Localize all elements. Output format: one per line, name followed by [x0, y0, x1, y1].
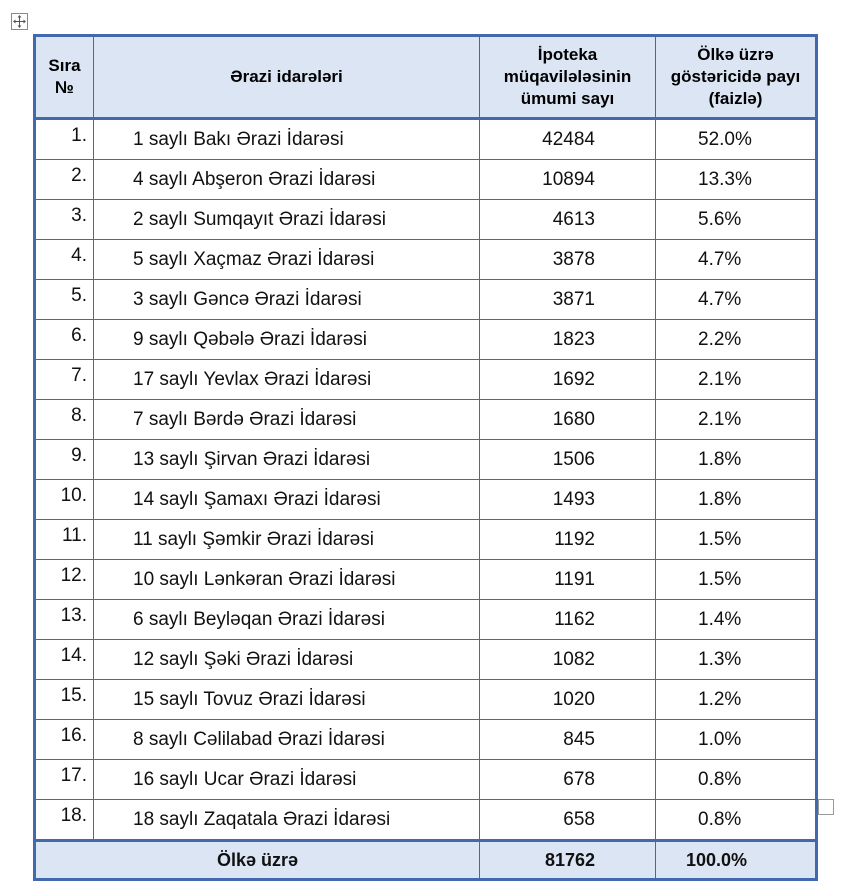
- row-share-percent: 4.7%: [656, 280, 817, 320]
- row-number: 14.: [35, 640, 94, 680]
- table-row: [35, 520, 817, 560]
- row-number: 3.: [35, 200, 94, 240]
- row-office-name: 1 saylı Bakı Ərazi İdarəsi: [94, 119, 480, 160]
- table-row: [35, 360, 817, 400]
- header-num-line1: Sıra: [48, 56, 81, 75]
- row-office-name: 11 saylı Şəmkir Ərazi İdarəsi: [94, 520, 480, 560]
- row-contract-count: 42484: [480, 119, 656, 160]
- row-office-name: 10 saylı Lənkəran Ərazi İdarəsi: [94, 560, 480, 600]
- row-office-name: 5 saylı Xaçmaz Ərazi İdarəsi: [94, 240, 480, 280]
- table-row: [35, 480, 817, 520]
- table-row: [35, 760, 817, 800]
- table-row: [35, 240, 817, 280]
- row-share-percent: 1.2%: [656, 680, 817, 720]
- row-office-name: 6 saylı Beyləqan Ərazi İdarəsi: [94, 600, 480, 640]
- row-number: 15.: [35, 680, 94, 720]
- row-share-percent: 1.0%: [656, 720, 817, 760]
- header-share: [656, 36, 817, 119]
- row-share-percent: 1.3%: [656, 640, 817, 680]
- row-share-percent: 52.0%: [656, 119, 817, 160]
- row-number: 13.: [35, 600, 94, 640]
- row-office-name: 12 saylı Şəki Ərazi İdarəsi: [94, 640, 480, 680]
- header-row: [35, 36, 817, 119]
- row-share-percent: 1.4%: [656, 600, 817, 640]
- row-number: 10.: [35, 480, 94, 520]
- row-number: 2.: [35, 160, 94, 200]
- total-count: 81762: [480, 841, 656, 880]
- row-office-name: 3 saylı Gəncə Ərazi İdarəsi: [94, 280, 480, 320]
- row-number: 6.: [35, 320, 94, 360]
- table-row: [35, 119, 817, 160]
- row-share-percent: 1.8%: [656, 440, 817, 480]
- row-office-name: 8 saylı Cəlilabad Ərazi İdarəsi: [94, 720, 480, 760]
- row-contract-count: 1680: [480, 400, 656, 440]
- row-share-percent: 13.3%: [656, 160, 817, 200]
- table-row: [35, 320, 817, 360]
- row-contract-count: 1823: [480, 320, 656, 360]
- row-office-name: 15 saylı Tovuz Ərazi İdarəsi: [94, 680, 480, 720]
- row-share-percent: 5.6%: [656, 200, 817, 240]
- row-contract-count: 845: [480, 720, 656, 760]
- row-number: 12.: [35, 560, 94, 600]
- table-row: [35, 400, 817, 440]
- row-number: 1.: [35, 119, 94, 160]
- row-office-name: 18 saylı Zaqatala Ərazi İdarəsi: [94, 800, 480, 841]
- row-contract-count: 1192: [480, 520, 656, 560]
- header-num: [35, 36, 94, 119]
- header-count-line1: İpoteka: [537, 45, 598, 64]
- row-office-name: 7 saylı Bərdə Ərazi İdarəsi: [94, 400, 480, 440]
- total-row: [35, 841, 817, 880]
- row-office-name: 13 saylı Şirvan Ərazi İdarəsi: [94, 440, 480, 480]
- row-share-percent: 2.1%: [656, 400, 817, 440]
- row-share-percent: 1.5%: [656, 520, 817, 560]
- table-row: [35, 160, 817, 200]
- row-share-percent: 1.5%: [656, 560, 817, 600]
- row-share-percent: 2.1%: [656, 360, 817, 400]
- header-share-line3: (faizlə): [708, 89, 763, 108]
- row-contract-count: 3871: [480, 280, 656, 320]
- mortgage-table: [33, 34, 818, 881]
- row-share-percent: 2.2%: [656, 320, 817, 360]
- table-row: [35, 800, 817, 841]
- row-contract-count: 1162: [480, 600, 656, 640]
- table-row: [35, 680, 817, 720]
- row-office-name: 4 saylı Abşeron Ərazi İdarəsi: [94, 160, 480, 200]
- row-number: 16.: [35, 720, 94, 760]
- row-number: 5.: [35, 280, 94, 320]
- header-share-line1: Ölkə üzrə: [697, 45, 774, 64]
- row-contract-count: 10894: [480, 160, 656, 200]
- row-contract-count: 4613: [480, 200, 656, 240]
- row-office-name: 9 saylı Qəbələ Ərazi İdarəsi: [94, 320, 480, 360]
- row-number: 11.: [35, 520, 94, 560]
- table-row: [35, 600, 817, 640]
- table-resize-icon[interactable]: [818, 799, 834, 815]
- row-number: 17.: [35, 760, 94, 800]
- row-number: 18.: [35, 800, 94, 841]
- row-office-name: 16 saylı Ucar Ərazi İdarəsi: [94, 760, 480, 800]
- row-contract-count: 1493: [480, 480, 656, 520]
- row-number: 9.: [35, 440, 94, 480]
- table-move-icon[interactable]: [11, 13, 28, 30]
- row-contract-count: 678: [480, 760, 656, 800]
- table-row: [35, 560, 817, 600]
- table-row: [35, 440, 817, 480]
- row-contract-count: 1506: [480, 440, 656, 480]
- header-num-line2: №: [55, 78, 74, 97]
- table-row: [35, 280, 817, 320]
- row-share-percent: 4.7%: [656, 240, 817, 280]
- header-count-line3: ümumi sayı: [520, 89, 615, 108]
- header-name: Ərazi idarələri: [94, 36, 480, 119]
- row-contract-count: 1191: [480, 560, 656, 600]
- table-body: [35, 119, 817, 841]
- row-contract-count: 3878: [480, 240, 656, 280]
- row-contract-count: 658: [480, 800, 656, 841]
- row-number: 8.: [35, 400, 94, 440]
- row-number: 7.: [35, 360, 94, 400]
- row-office-name: 2 saylı Sumqayıt Ərazi İdarəsi: [94, 200, 480, 240]
- header-share-line2: göstəricidə payı: [670, 67, 801, 86]
- row-number: 4.: [35, 240, 94, 280]
- row-contract-count: 1020: [480, 680, 656, 720]
- table-row: [35, 640, 817, 680]
- table-row: [35, 720, 817, 760]
- row-office-name: 17 saylı Yevlax Ərazi İdarəsi: [94, 360, 480, 400]
- row-share-percent: 1.8%: [656, 480, 817, 520]
- table-row: [35, 200, 817, 240]
- row-contract-count: 1082: [480, 640, 656, 680]
- header-count: [480, 36, 656, 119]
- total-pct: 100.0%: [656, 841, 817, 880]
- row-contract-count: 1692: [480, 360, 656, 400]
- header-count-line2: müqavilələsinin: [503, 67, 632, 86]
- total-label: Ölkə üzrə: [35, 841, 480, 880]
- row-share-percent: 0.8%: [656, 760, 817, 800]
- row-office-name: 14 saylı Şamaxı Ərazi İdarəsi: [94, 480, 480, 520]
- row-share-percent: 0.8%: [656, 800, 817, 841]
